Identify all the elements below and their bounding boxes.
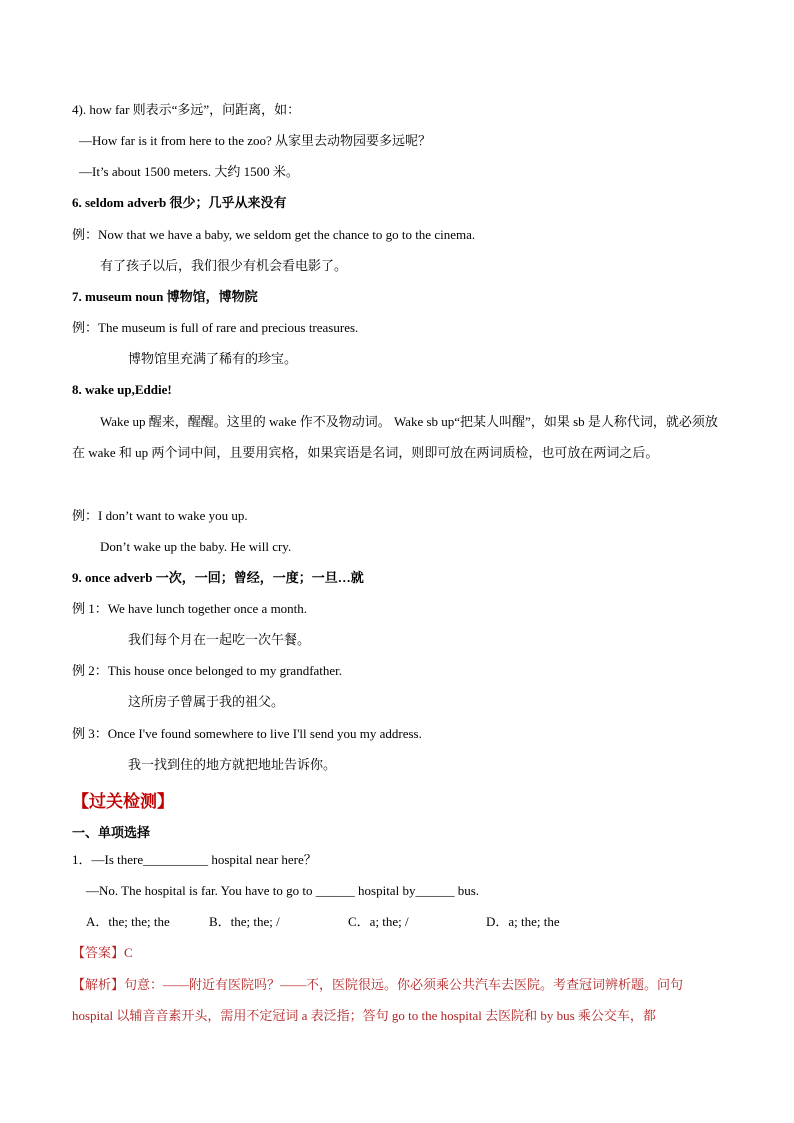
analysis-paragraph: 【解析】句意：——附近有医院吗？——不，医院很远。你必须乘公共汽车去医院。考查冠词辨析题。问句 hospital 以辅音音素开头，需用不定冠词 a 表泛指；答句 go to the hospital 去医院和 by bus 乘公交车，都 [72,977,684,1023]
example-once-2-zh: 这所房子曾属于我的祖父。 [128,694,285,709]
example-question: —How far is it from here to the zoo? 从家里去动物园要多远呢？ [79,133,432,148]
question-1-response: —No. The hospital is far. You have to go to ______ hospital by______ bus. [86,883,480,898]
answer-line: 【答案】C [72,945,133,960]
how-far-note: 4). how far 则表示“多远”，问距离，如： [72,102,301,117]
option-a: A．the; the; the [86,914,170,929]
option-c: C．a; the; / [348,914,409,929]
option-b: B．the; the; / [209,914,280,929]
section-title: 【过关检测】 [72,792,174,811]
example-once-3-en: 例 3：Once I've found somewhere to live I'll send you my address. [72,726,422,741]
example-once-1-en: 例 1：We have lunch together once a month. [72,601,308,616]
vocab-heading-seldom: 6. seldom adverb 很少；几乎从来没有 [72,195,287,210]
vocab-heading-wake-up: 8. wake up,Eddie! [72,382,172,397]
example-answer: —It’s about 1500 meters. 大约 1500 米。 [79,164,299,179]
part-title: 一、单项选择 [72,825,151,840]
example-museum-zh: 博物馆里充满了稀有的珍宝。 [128,351,298,366]
example-once-1-zh: 我们每个月在一起吃一次午餐。 [128,632,311,647]
example-once-3-zh: 我一找到住的地方就把地址告诉你。 [128,757,337,772]
vocab-heading-once: 9. once adverb 一次，一回；曾经，一度；一旦…就 [72,570,364,585]
option-d: D．a; the; the [486,914,560,929]
wake-up-explanation: Wake up 醒来，醒醒。这里的 wake 作不及物动词。 Wake sb up“把某人叫醒”，如果 sb 是人称代词，就必须放在 wake 和 up 两个词中间，且要用宾格，如果宾语是名词，则即可放在两词质检，也可放在两词之后。 [72,414,718,460]
example-wake-1: 例：I don’t want to wake you up. [72,508,248,523]
example-once-2-en: 例 2：This house once belonged to my grandfather. [72,663,343,678]
example-wake-2: Don’t wake up the baby. He will cry. [100,539,292,554]
example-museum-en: 例：The museum is full of rare and precious treasures. [72,320,359,335]
vocab-heading-museum: 7. museum noun 博物馆，博物院 [72,289,258,304]
example-seldom-en: 例：Now that we have a baby, we seldom get the chance to go to the cinema. [72,227,476,242]
example-seldom-zh: 有了孩子以后，我们很少有机会看电影了。 [100,258,348,273]
question-1-prompt: 1．—Is there__________ hospital near here？ [72,852,317,867]
